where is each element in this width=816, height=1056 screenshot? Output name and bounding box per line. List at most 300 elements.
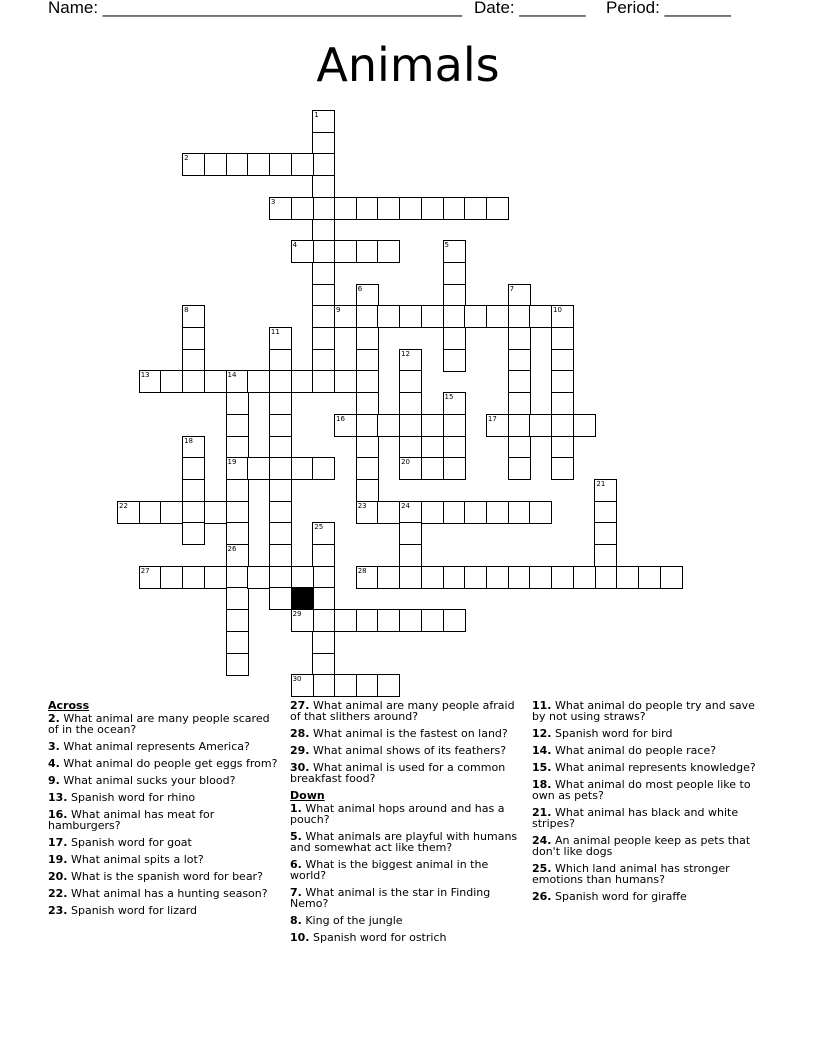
grid-cell[interactable] [356,392,379,415]
name-field-label[interactable]: Name: ______________________________________ [48,0,463,17]
clue-7 [290,887,522,909]
grid-cell[interactable] [269,544,292,567]
clue-number: 9. [48,774,60,787]
clue-text: What animal is used for a common breakfast food? [290,761,506,785]
grid-cell[interactable] [269,436,292,459]
grid-cell[interactable] [182,522,205,545]
grid-cell[interactable] [377,414,400,437]
grid-cell[interactable] [638,566,661,589]
clue-text: What animal spits a lot? [67,853,204,866]
grid-cell[interactable] [182,479,205,502]
grid-cell[interactable] [551,370,574,393]
grid-cell[interactable] [443,240,466,263]
clue-15 [532,762,762,773]
grid-cell[interactable] [464,197,487,220]
grid-cell[interactable] [421,457,444,480]
grid-cell[interactable] [443,457,466,480]
grid-cell[interactable] [508,501,531,524]
grid-cell[interactable] [399,414,422,437]
grid-cell[interactable] [312,674,335,697]
clue-number: 13. [48,791,68,804]
grid-cell[interactable] [508,392,531,415]
grid-cell[interactable] [160,501,183,524]
clue-text: What animal do most people like to own as pets? [532,778,751,802]
grid-cell[interactable] [356,284,379,307]
grid-cell[interactable] [117,501,140,524]
grid-cell[interactable] [443,327,466,350]
grid-cell[interactable] [399,609,422,632]
cell-number: 13 [140,371,150,380]
clue-number: 22. [48,887,68,900]
grid-cell[interactable] [356,479,379,502]
clue-3 [48,741,278,752]
grid-cell[interactable] [226,414,249,437]
grid-cell[interactable] [551,327,574,350]
grid-cell[interactable] [551,436,574,459]
grid-cell[interactable] [486,305,509,328]
grid-cell[interactable] [291,457,314,480]
grid-cell[interactable] [226,392,249,415]
grid-cell[interactable] [399,197,422,220]
grid-cell[interactable] [226,609,249,632]
clue-24 [532,835,762,857]
grid-cell[interactable] [182,327,205,350]
grid-cell[interactable] [551,566,574,589]
cell-number: 17 [487,414,497,423]
grid-cell[interactable] [312,370,335,393]
clue-number: 1. [290,802,302,815]
grid-cell[interactable] [247,153,270,176]
grid-cell[interactable] [443,414,466,437]
cell-number: 10 [553,306,562,315]
grid-cell[interactable] [356,457,379,480]
grid-cell[interactable] [399,436,422,459]
grid-cell[interactable] [377,305,400,328]
clue-23 [48,905,278,916]
grid-cell[interactable] [269,479,292,502]
grid-cell[interactable] [226,544,249,567]
grid-cell[interactable] [443,436,466,459]
grid-cell[interactable] [291,566,314,589]
grid-cell[interactable] [204,566,227,589]
grid-cell[interactable] [291,674,314,697]
down-clue-list-continued [532,700,762,902]
grid-cell[interactable] [312,609,335,632]
cell-number: 29 [292,610,302,619]
grid-cell[interactable] [421,414,444,437]
grid-cell[interactable] [269,349,292,372]
grid-cell[interactable] [356,414,379,437]
clue-number: 17. [48,836,68,849]
grid-cell[interactable] [312,240,335,263]
grid-cell[interactable] [269,414,292,437]
cell-number: 18 [184,436,194,445]
grid-cell[interactable] [312,522,335,545]
grid-cell[interactable] [486,414,509,437]
grid-cell[interactable] [399,392,422,415]
grid-cell[interactable] [160,370,183,393]
grid-cell[interactable] [291,153,314,176]
grid-cell[interactable] [182,349,205,372]
grid-cell[interactable] [312,327,335,350]
grid-cell[interactable] [594,544,617,567]
cell-number: 30 [292,675,302,684]
clues-column-2 [290,700,522,949]
grid-cell[interactable] [312,653,335,676]
clue-text: What animal sucks your blood? [59,774,236,787]
clue-number: 8. [290,914,302,927]
grid-cell[interactable] [226,566,249,589]
grid-cell[interactable] [334,197,357,220]
grid-cell[interactable] [312,262,335,285]
grid-cell[interactable] [508,305,531,328]
grid-cell[interactable] [377,674,400,697]
grid-cell[interactable] [182,566,205,589]
cell-number: 23 [357,501,367,510]
clue-text: What animal do people try and save by not using straws? [532,699,755,723]
grid-cell[interactable] [399,305,422,328]
grid-cell[interactable] [160,566,183,589]
grid-cell[interactable] [356,197,379,220]
grid-cell[interactable] [399,566,422,589]
grid-cell[interactable] [247,566,270,589]
grid-cell[interactable] [443,609,466,632]
clue-number: 11. [532,699,552,712]
grid-cell[interactable] [312,197,335,220]
clue-number: 23. [48,904,68,917]
grid-cell[interactable] [551,349,574,372]
cell-number: 12 [401,349,411,358]
cell-number: 16 [336,414,345,423]
cell-number: 8 [184,306,189,315]
grid-cell[interactable] [399,501,422,524]
grid-cell[interactable] [508,370,531,393]
grid-cell[interactable] [421,566,444,589]
cell-number: 14 [227,371,237,380]
grid-cell[interactable] [204,501,227,524]
clue-text: What animal shows of its feathers? [309,744,507,757]
grid-cell[interactable] [139,370,162,393]
clue-number: 5. [290,830,302,843]
grid-cell[interactable] [508,436,531,459]
grid-cell[interactable] [334,370,357,393]
grid-cell[interactable] [182,457,205,480]
clue-16 [48,809,278,831]
grid-cell[interactable] [312,284,335,307]
grid-cell[interactable] [182,153,205,176]
grid-cell[interactable] [182,436,205,459]
grid-cell[interactable] [226,587,249,610]
across-clue-list [48,713,278,916]
clue-text: Spanish word for giraffe [551,890,687,903]
grid-cell[interactable] [508,327,531,350]
grid-cell[interactable] [443,566,466,589]
grid-cell[interactable] [291,197,314,220]
clues-column-3 [532,700,762,908]
grid-cell[interactable] [573,414,596,437]
grid-cell[interactable] [377,240,400,263]
grid-cell[interactable] [269,370,292,393]
clue-text: What animal are many people scared of in the ocean? [48,712,270,736]
grid-cell[interactable] [399,522,422,545]
grid-cell[interactable] [529,566,552,589]
grid-cell[interactable] [312,153,335,176]
grid-cell[interactable] [464,566,487,589]
grid-cell[interactable] [226,501,249,524]
grid-cell[interactable] [377,566,400,589]
clue-5 [290,831,522,853]
grid-cell[interactable] [551,392,574,415]
clue-13 [48,792,278,803]
grid-cell[interactable] [529,501,552,524]
clue-4 [48,758,278,769]
grid-cell[interactable] [291,240,314,263]
grid-cell[interactable] [312,457,335,480]
grid-cell[interactable] [529,414,552,437]
clue-27 [290,700,522,722]
clue-number: 12. [532,727,552,740]
grid-cell[interactable] [443,501,466,524]
cell-number: 28 [357,566,367,575]
grid-cell[interactable] [508,284,531,307]
grid-cell[interactable] [312,305,335,328]
date-field-label[interactable]: Date: _______ [474,0,586,17]
cell-number: 27 [140,566,150,575]
grid-cell[interactable] [312,132,335,155]
grid-cell[interactable] [443,392,466,415]
grid-cell[interactable] [247,370,270,393]
grid-cell[interactable] [269,501,292,524]
grid-cell[interactable] [594,566,617,589]
grid-cell[interactable] [291,609,314,632]
grid-cell[interactable] [312,587,335,610]
clue-number: 10. [290,931,310,944]
grid-cell[interactable] [269,587,292,610]
clue-26 [532,891,762,902]
grid-cell[interactable] [334,674,357,697]
grid-cell[interactable] [660,566,683,589]
clue-19 [48,854,278,865]
grid-cell[interactable] [551,457,574,480]
grid-cell[interactable] [356,305,379,328]
grid-cell[interactable] [443,197,466,220]
grid-cell[interactable] [312,219,335,242]
clue-11 [532,700,762,722]
down-heading: Down [290,789,325,802]
grid-cell[interactable] [182,501,205,524]
clue-number: 14. [532,744,552,757]
grid-cell[interactable] [269,392,292,415]
clue-text: What animal hops around and has a pouch? [290,802,505,826]
grid-cell[interactable] [226,436,249,459]
grid-cell[interactable] [464,501,487,524]
grid-cell[interactable] [356,501,379,524]
grid-cell[interactable] [356,566,379,589]
grid-cell[interactable] [182,305,205,328]
clue-number: 26. [532,890,552,903]
across-heading: Across [48,699,90,712]
clue-number: 29. [290,744,310,757]
grid-cell[interactable] [334,305,357,328]
grid-cell[interactable] [334,414,357,437]
clue-text: What animal represents America? [59,740,250,753]
grid-cell[interactable] [594,501,617,524]
grid-cell[interactable] [486,566,509,589]
grid-cell[interactable] [508,457,531,480]
grid-cell[interactable] [421,609,444,632]
grid-cell[interactable] [226,370,249,393]
grid-cell[interactable] [399,457,422,480]
grid-cell[interactable] [486,501,509,524]
grid-cell[interactable] [226,522,249,545]
grid-cell[interactable] [334,609,357,632]
grid-cell[interactable] [312,566,335,589]
grid-cell[interactable] [226,479,249,502]
grid-cell[interactable] [139,566,162,589]
grid-cell[interactable] [377,609,400,632]
clue-number: 24. [532,834,552,847]
clue-14 [532,745,762,756]
period-field-label[interactable]: Period: _______ [606,0,731,17]
clue-text: What is the spanish word for bear? [67,870,263,883]
clue-text: What animal has meat for hamburgers? [48,808,215,832]
clue-text: Spanish word for lizard [67,904,198,917]
grid-cell[interactable] [508,349,531,372]
clue-number: 27. [290,699,310,712]
clue-9 [48,775,278,786]
cell-number: 26 [227,545,237,553]
cell-number: 2 [184,154,189,163]
grid-cell[interactable] [356,609,379,632]
grid-cell[interactable] [529,305,552,328]
grid-cell[interactable] [226,457,249,480]
page-title: Animals [316,38,500,92]
grid-cell[interactable] [377,197,400,220]
grid-cell[interactable] [377,501,400,524]
grid-cell[interactable] [312,175,335,198]
grid-cell[interactable] [269,153,292,176]
clue-21 [532,807,762,829]
grid-cell[interactable] [204,370,227,393]
grid-cell[interactable] [443,349,466,372]
grid-cell[interactable] [356,436,379,459]
clue-number: 30. [290,761,310,774]
grid-cell[interactable] [226,153,249,176]
clue-number: 16. [48,808,68,821]
clue-18 [532,779,762,801]
grid-cell[interactable] [508,414,531,437]
cell-number: 3 [270,197,276,206]
cell-number: 9 [336,306,341,315]
cell-number: 11 [270,328,280,336]
grid-cell[interactable] [551,305,574,328]
clue-text: What animal represents knowledge? [551,761,756,774]
grid-cell[interactable] [594,479,617,502]
grid-cell[interactable] [399,349,422,372]
cell-number: 21 [596,479,606,488]
grid-cell[interactable] [291,370,314,393]
clue-12 [532,728,762,739]
grid-cell[interactable] [508,566,531,589]
grid-cell[interactable] [204,153,227,176]
grid-cell[interactable] [226,653,249,676]
grid-cell[interactable] [443,262,466,285]
clue-22 [48,888,278,899]
cell-number: 24 [401,501,411,510]
clue-text: What animal is the star in Finding Nemo? [290,886,491,910]
clue-number: 4. [48,757,60,770]
clue-text: What animal do people race? [551,744,717,757]
grid-cell[interactable] [443,284,466,307]
clue-number: 25. [532,862,552,875]
down-clue-list [290,803,522,943]
cell-number: 22 [119,501,128,510]
grid-cell[interactable] [399,544,422,567]
grid-cell[interactable] [226,631,249,654]
clue-2 [48,713,278,735]
grid-cell[interactable] [356,370,379,393]
grid-cell[interactable] [551,414,574,437]
grid-cell[interactable] [356,327,379,350]
grid-cell[interactable] [399,370,422,393]
grid-cell[interactable] [334,240,357,263]
clue-number: 3. [48,740,60,753]
grid-cell[interactable] [182,370,205,393]
clue-number: 6. [290,858,302,871]
grid-cell[interactable] [486,197,509,220]
across-clue-list-continued [290,700,522,784]
cell-number: 19 [227,458,237,467]
clue-6 [290,859,522,881]
cell-number: 5 [444,241,449,250]
grid-cell[interactable] [312,631,335,654]
grid-cell[interactable] [356,674,379,697]
clue-number: 21. [532,806,552,819]
grid-cell[interactable] [269,197,292,220]
clue-text: What animal has black and white stripes? [532,806,739,830]
clue-text: Spanish word for bird [551,727,673,740]
grid-cell[interactable] [247,457,270,480]
clue-text: What is the biggest animal in the world? [290,858,489,882]
grid-cell[interactable] [312,544,335,567]
clue-text: What animal is the fastest on land? [309,727,508,740]
clue-text: Spanish word for rhino [67,791,196,804]
grid-cell[interactable] [312,349,335,372]
grid-cell[interactable] [139,501,162,524]
grid-cell[interactable] [269,566,292,589]
grid-cell[interactable] [464,305,487,328]
grid-cell[interactable] [616,566,639,589]
grid-cell[interactable] [573,566,596,589]
cell-number: 6 [357,284,363,293]
grid-cell[interactable] [421,501,444,524]
grid-cell[interactable] [443,305,466,328]
clue-text: What animal do people get eggs from? [59,757,278,770]
clue-number: 18. [532,778,552,791]
grid-cell[interactable] [269,522,292,545]
grid-cell[interactable] [421,197,444,220]
grid-cell[interactable] [356,240,379,263]
cell-number: 25 [314,523,324,532]
grid-cell[interactable] [356,349,379,372]
grid-cell[interactable] [269,457,292,480]
grid-cell[interactable] [269,327,292,350]
grid-cell[interactable] [312,110,335,133]
clue-29 [290,745,522,756]
grid-cell[interactable] [594,522,617,545]
clues-column-1 [48,700,278,922]
grid-cell[interactable] [421,305,444,328]
